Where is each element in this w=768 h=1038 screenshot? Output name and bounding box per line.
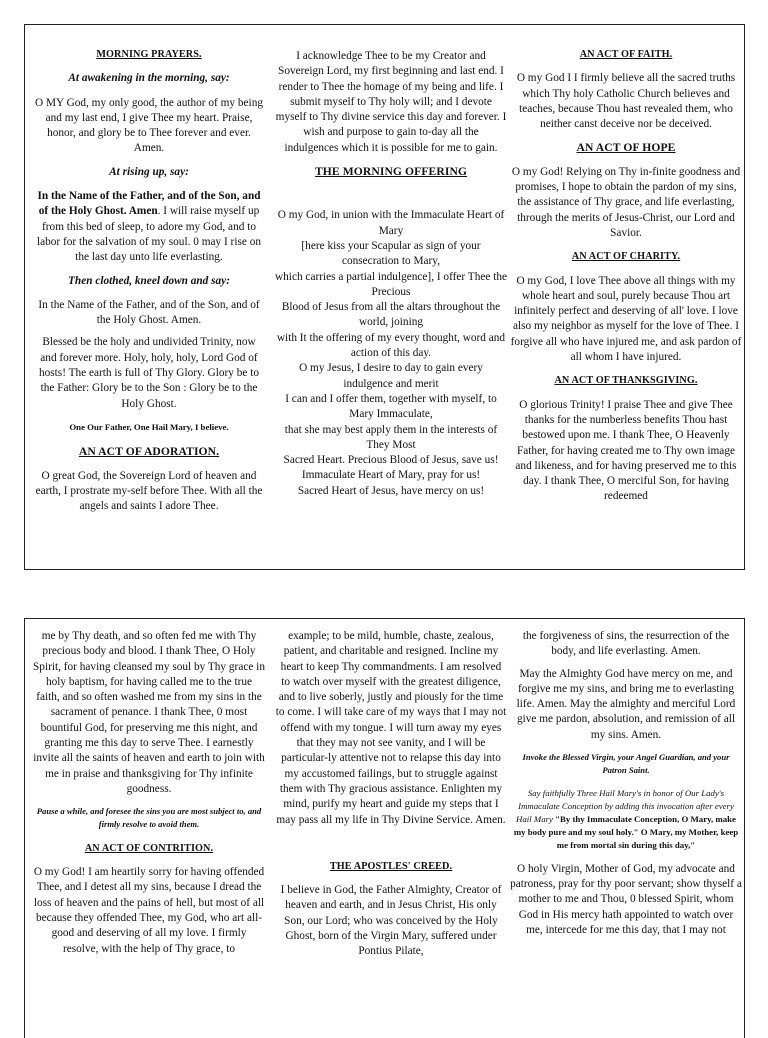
heading-morning-offering: THE MORNING OFFERING [314,165,468,179]
page-two-column-2 [275,619,507,967]
awakening-prayer: O MY God, my only good, the author of my being and my last end, I give Thee my heart. Praise, honor, and glory be to Thee forever and ever. Amen. [34,96,263,155]
heading-morning-prayers: MORNING PRAYERS. [96,49,202,60]
awakening-instruction: At awakening in the morning, say: [68,72,230,85]
adoration-prayer: O great God, the Sovereign Lord of heaven and earth, I prostrate my-self before Thee. With all the angels and saints I adore Thee. [35,469,263,513]
thanksgiving-prayer: O glorious Trinity! I praise Thee and give Thee thanks for the numberless benefits Thou hast bestowed upon me. I thank Thee, O Heavenly Father, for having created me to Thy own image and likeness, and for having preserved me to this day. I thank Thee, O merciful Son, for having redeemed [515,398,737,503]
heading-act-of-contrition: AN ACT OF CONTRITION. [84,842,214,854]
offering-line: Sacred Heart of Jesus, have mercy on us! [297,484,485,497]
offering-line: Blood of Jesus from all the altars throughout the world, joining [281,301,501,329]
believe-line: One Our Father, One Hail Mary, I believe. [69,421,229,432]
offering-line: that she may best apply them in the interests of They Most [284,423,498,451]
heading-act-of-charity: AN ACT OF CHARITY. [571,251,681,263]
page-one [24,24,745,570]
offering-line: O my Jesus, I desire to day to gain every indulgence and merit [299,362,483,390]
pause-instruction: Pause a while, and foresee the sins you are most subject to, and firmly resolve to avoid them. [36,806,262,830]
trinity-prayer: Blessed be the holy and undivided Trinity, now and forever more. Holy, holy, holy, Lord God of hosts! The earth is full of Thy Glory. Glory be to the Father: Glory be to the Son : Glory be to the Holy Ghost. [38,336,260,410]
page-one-column-1 [33,25,265,521]
hail-mary-instruction [510,787,742,852]
sign-of-cross-prayer: In the Name of the Father, and of the Son, and of the Holy Ghost. Amen. [38,298,260,327]
virgin-prayer: O holy Virgin, Mother of God, my advocate and patroness, pray for thy poor servant; show thyself a mother to me and Thou, 0 blessed Spirit, whom God in His mercy hath appointed to watch over me, intercede for me this day, that I may not [510,862,742,936]
page-one-column-2 [275,25,507,499]
offering-line: Immaculate Heart of Mary, pray for us! [301,469,481,482]
offering-line: which carries a partial indulgence], I offer Thee the Precious [275,270,507,298]
charity-prayer: O my God, I love Thee above all things with my whole heart and soul, purely because Thou art infinitely perfect and deserving of all' love. I love also my neighbor as myself for the love of Thee. I forgive all who have injured me, and ask pardon of all whom I have injured. [510,274,742,364]
heading-act-of-hope: AN ACT OF HOPE [576,141,676,155]
contrition-prayer: O my God! I am heartily sorry for having offended Thee, and I detest all my sins, because I dread the loss of heaven and the pains of hell, but most of all because they offended Thee, my God, who art all-good and deserving of all my love. I firmly resolve, with the help of Thy grace, to [33,866,265,955]
clothed-instruction: Then clothed, kneel down and say: [68,274,230,287]
rising-prayer-bold: In the Name of the Father, and of the Son, and of the Holy Ghost. Amen [37,190,261,218]
creed-continued: the forgiveness of sins, the resurrection of the body, and life everlasting. Amen. [522,630,730,658]
page-two-column-3 [510,619,742,945]
page-one-column-3 [510,25,742,512]
invoke-instruction: Invoke the Blessed Virgin, your Angel Guardian, and your Patron Saint. [522,752,730,775]
hail-mary-instruction-text: Say faithfully Three Hail Mary's in honor of Our Lady's Immaculate Conception by adding this invocation after every Hail Mary [516,787,734,824]
rising-instruction: At rising up, say: [109,165,189,178]
heading-apostles-creed: THE APOSTLES' CREED. [329,860,453,872]
offering-line: I can and I offer them, together with myself, to Mary Immaculate, [285,392,497,421]
offering-line: [here kiss your Scapular as sign of your consecration to Mary, [301,239,481,268]
offering-line: O my God, in union with the Immaculate Heart of Mary [277,209,505,237]
page-two [24,618,745,1038]
rising-prayer [33,189,265,265]
offering-line: with It the offering of my every thought, word and action of this day. [276,331,506,360]
heading-act-of-adoration: AN ACT OF ADORATION. [78,445,220,459]
rising-prayer-text: . I will raise myself up from this bed of sleep, to adore my God, and to labor for the salvation of my soul. 0 may I rise on the last day unto life everlasting. [36,205,261,264]
offering-line: Sacred Heart. Precious Blood of Jesus, save us! [283,454,499,467]
heading-act-of-faith: AN ACT OF FAITH. [579,49,673,60]
creed-prayer: I believe in God, the Father Almighty, Creator of heaven and earth, and in Jesus Christ, His only Son, our Lord; who was conceived by the Holy Ghost, born of the Virgin Mary, suffered under Pontius Pilate, [280,884,502,958]
resolution-continued: example; to be mild, humble, chaste, zealous, patient, and charitable and resigned. Incline my heart to keep Thy commandments. I am resolved to watch over myself with the greatest diligence, and to live soberly, justly and piously for the time to come. I will take care of my ways that I may not offend with my tongue. I will turn away my eyes that they may not see vanity, and I will be particular-ly attentive not to relapse this day into my accustomed failings, but to struggle against them with Thy gracious assistance. Enlighten my mind, purify my heart and guide my steps that I may pass all my life in Thy Divine Service. Amen. [275,630,507,826]
hope-prayer: O my God! Relying on Thy in-finite goodness and promises, I hope to obtain the pardon of my sins, the assistance of Thy grace, and life everlasting, through the merits of Jesus-Christ, our Lord and Savior. [511,165,741,239]
adoration-continued: I acknowledge Thee to be my Creator and Sovereign Lord, my first beginning and last end. I render to Thee the homage of my being and life. I submit myself to Thy holy will; and I devote myself to Thy divine service this day and forever. I wish and purpose to gain to-day all the indulgences which it is possible for me to gain. [275,50,507,154]
thanksgiving-continued: me by Thy death, and so often fed me with Thy precious body and blood. I thank Thee, O Holy Spirit, for having cleansed my soul by Thy grace in holy baptism, for having called me to the true faith, and so often washed me from my sins in the sacrament of penance. I thank Thee, 0 most bountiful God, for preserving me this night, and granting me this day to serve Thee. I earnestly invite all the saints of heaven and earth to join with me in praise and thanksgiving for Thy infinite goodness. [33,630,265,795]
hail-mary-invocation: "By thy Immaculate Conception, O Mary, make my body pure and my soul holy." O Mary, my Mother, keep me from mortal sin during this day," [513,813,739,850]
heading-act-of-thanksgiving: AN ACT OF THANKSGIVING. [554,375,698,387]
faith-prayer: O my God I I firmly believe all the sacred truths which Thy holy Catholic Church believes and teaches, because Thou hast revealed them, who neither canst deceive nor be deceived. [516,72,736,131]
morning-offering-prayer [275,208,507,499]
mercy-prayer: May the Almighty God have mercy on me, and forgive me my sins, and bring me to everlasting life. Amen. May the almighty and merciful Lord give me pardon, absolution, and remission of all my sins. Amen. [516,667,736,741]
page-two-column-1 [33,619,265,964]
